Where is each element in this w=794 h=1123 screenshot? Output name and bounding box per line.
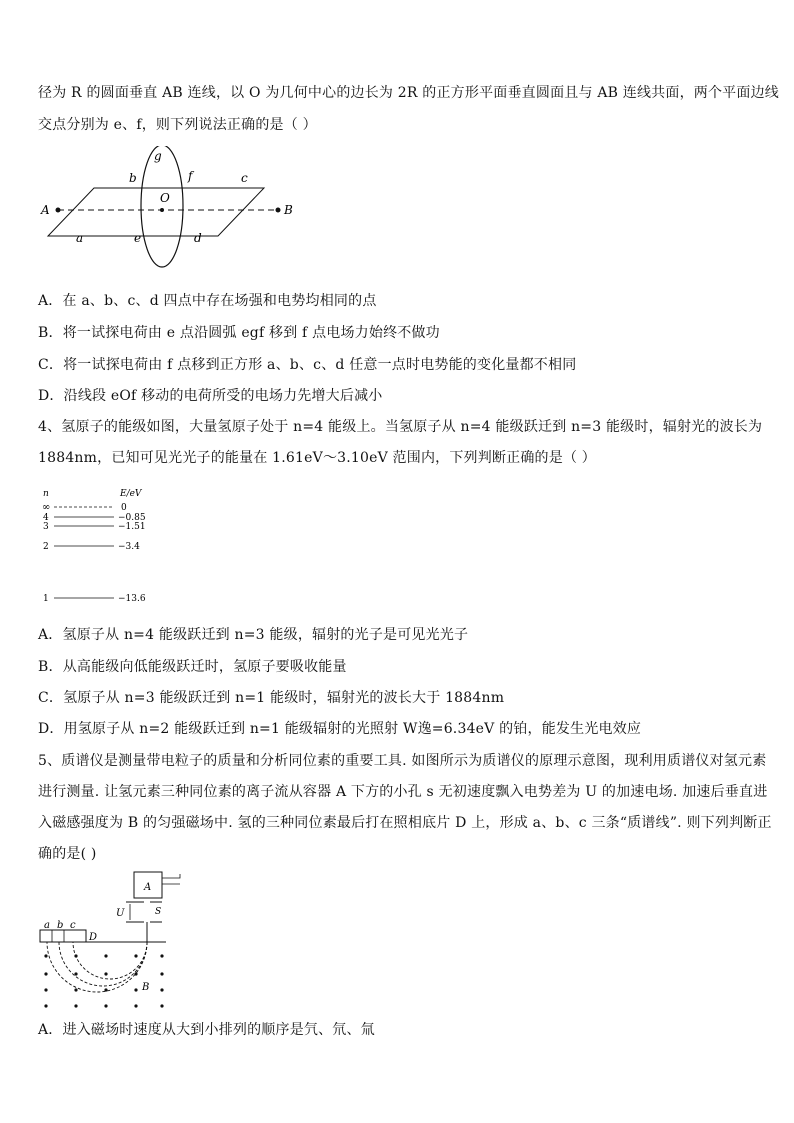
q5-option-a: A．进入磁场时速度从大到小排列的顺序是氕、氘、氚 [38, 1022, 375, 1038]
q3-option-c: C．将一试探电荷由 f 点移到正方形 a、b、c、d 任意一点时电势能的变化量都不相同 [38, 357, 577, 373]
q5-stem-line-4: 确的是( ) [38, 846, 97, 862]
label-a: a [76, 231, 84, 245]
e-header: E/eV [120, 489, 142, 499]
label-B: B [142, 982, 150, 993]
label-c: c [241, 171, 248, 185]
level-e-4: −0.85 [118, 513, 146, 523]
q4-stem-line-2: 1884nm，已知可见光光子的能量在 1.61eV～3.10eV 范围内，下列判断正确的是（ ） [38, 450, 597, 466]
label-d: d [194, 231, 202, 245]
q3-option-a: A．在 a、b、c、d 四点中存在场强和电势均相同的点 [38, 293, 377, 309]
label-b: b [129, 171, 137, 185]
q4-option-b: B．从高能级向低能级跃迁时，氢原子要吸收能量 [38, 659, 347, 675]
q3-option-b: B．将一试探电荷由 e 点沿圆弧 egf 移到 f 点电场力始终不做功 [38, 325, 440, 341]
level-e-1: −13.6 [118, 594, 146, 604]
q4-option-c: C．氢原子从 n=3 能级跃迁到 n=1 能级时，辐射光的波长大于 1884nm [38, 690, 505, 706]
level-e-2: −3.4 [118, 542, 140, 552]
label-e: e [134, 231, 142, 245]
energy-level-diagram [38, 484, 168, 606]
n-header: n [43, 489, 49, 499]
label-A: A [41, 203, 50, 217]
circle-plane [141, 146, 183, 267]
point-o-dot [160, 208, 164, 212]
label-D: D [89, 932, 98, 943]
label-g: g [154, 149, 162, 163]
q5-stem-line-3: 入磁感强度为 B 的匀强磁场中. 氢的三种同位素最后打在照相底片 D 上，形成 a、b、c 三条“质谱线”. 则下列判断正 [38, 815, 772, 831]
q4-stem-line-1: 4、氢原子的能级如图，大量氢原子处于 n=4 能级上。当氢原子从 n=4 能级跃迁到 n=3 能级时，辐射光的波长为 [38, 419, 763, 435]
label-b: b [57, 920, 64, 931]
level-e-3: −1.51 [118, 522, 146, 532]
level-n-2: 2 [43, 542, 49, 552]
label-O: O [160, 191, 170, 205]
q5-stem-line-1: 5、质谱仪是测量带电粒子的质量和分析同位素的重要工具. 如图所示为质谱仪的原理示意图，现利用质谱仪对氢元素 [38, 753, 767, 769]
level-n-3: 3 [43, 522, 49, 532]
q3-stem-line-2: 交点分别为 e、f，则下列说法正确的是（ ） [38, 117, 317, 133]
label-U: U [116, 908, 125, 919]
label-B: B [284, 203, 293, 217]
q3-option-d: D．沿线段 eOf 移动的电荷所受的电场力先增大后减小 [38, 388, 383, 404]
photo-plate [40, 930, 86, 942]
q4-option-d: D．用氢原子从 n=2 能级跃迁到 n=1 能级辐射的光照射 W逸=6.34eV 的铂，能发生光电效应 [38, 721, 642, 737]
label-f: f [188, 169, 193, 183]
trajectory-a [47, 942, 150, 993]
q3-stem-line-1: 径为 R 的圆面垂直 AB 连线，以 O 为几何中心的边长为 2R 的正方形平面垂直圆面且与 AB 连线共面，两个平面边线 [38, 85, 779, 101]
label-a: a [44, 920, 50, 931]
trajectory-b [59, 942, 147, 986]
label-S: S [155, 907, 162, 917]
point-b-dot [276, 208, 281, 213]
q3-field-figure [36, 146, 306, 276]
label-A: A [144, 882, 152, 893]
q4-option-a: A．氢原子从 n=4 能级跃迁到 n=3 能级，辐射的光子是可见光光子 [38, 627, 469, 643]
magnetic-field-dots [44, 954, 163, 1007]
level-e-inf: 0 [121, 503, 127, 513]
level-n-4: 4 [43, 513, 49, 523]
square-plane [48, 188, 264, 236]
point-a-dot [56, 208, 61, 213]
level-n-inf: ∞ [42, 502, 51, 513]
label-c: c [70, 920, 76, 931]
mass-spectrometer-figure [38, 870, 188, 1012]
q5-stem-line-2: 进行测量. 让氢元素三种同位素的离子流从容器 A 下方的小孔 s 无初速度飘入电势差为 U 的加速电场. 加速后垂直进 [38, 784, 768, 800]
level-n-1: 1 [43, 594, 49, 604]
container-outlet [162, 874, 180, 878]
